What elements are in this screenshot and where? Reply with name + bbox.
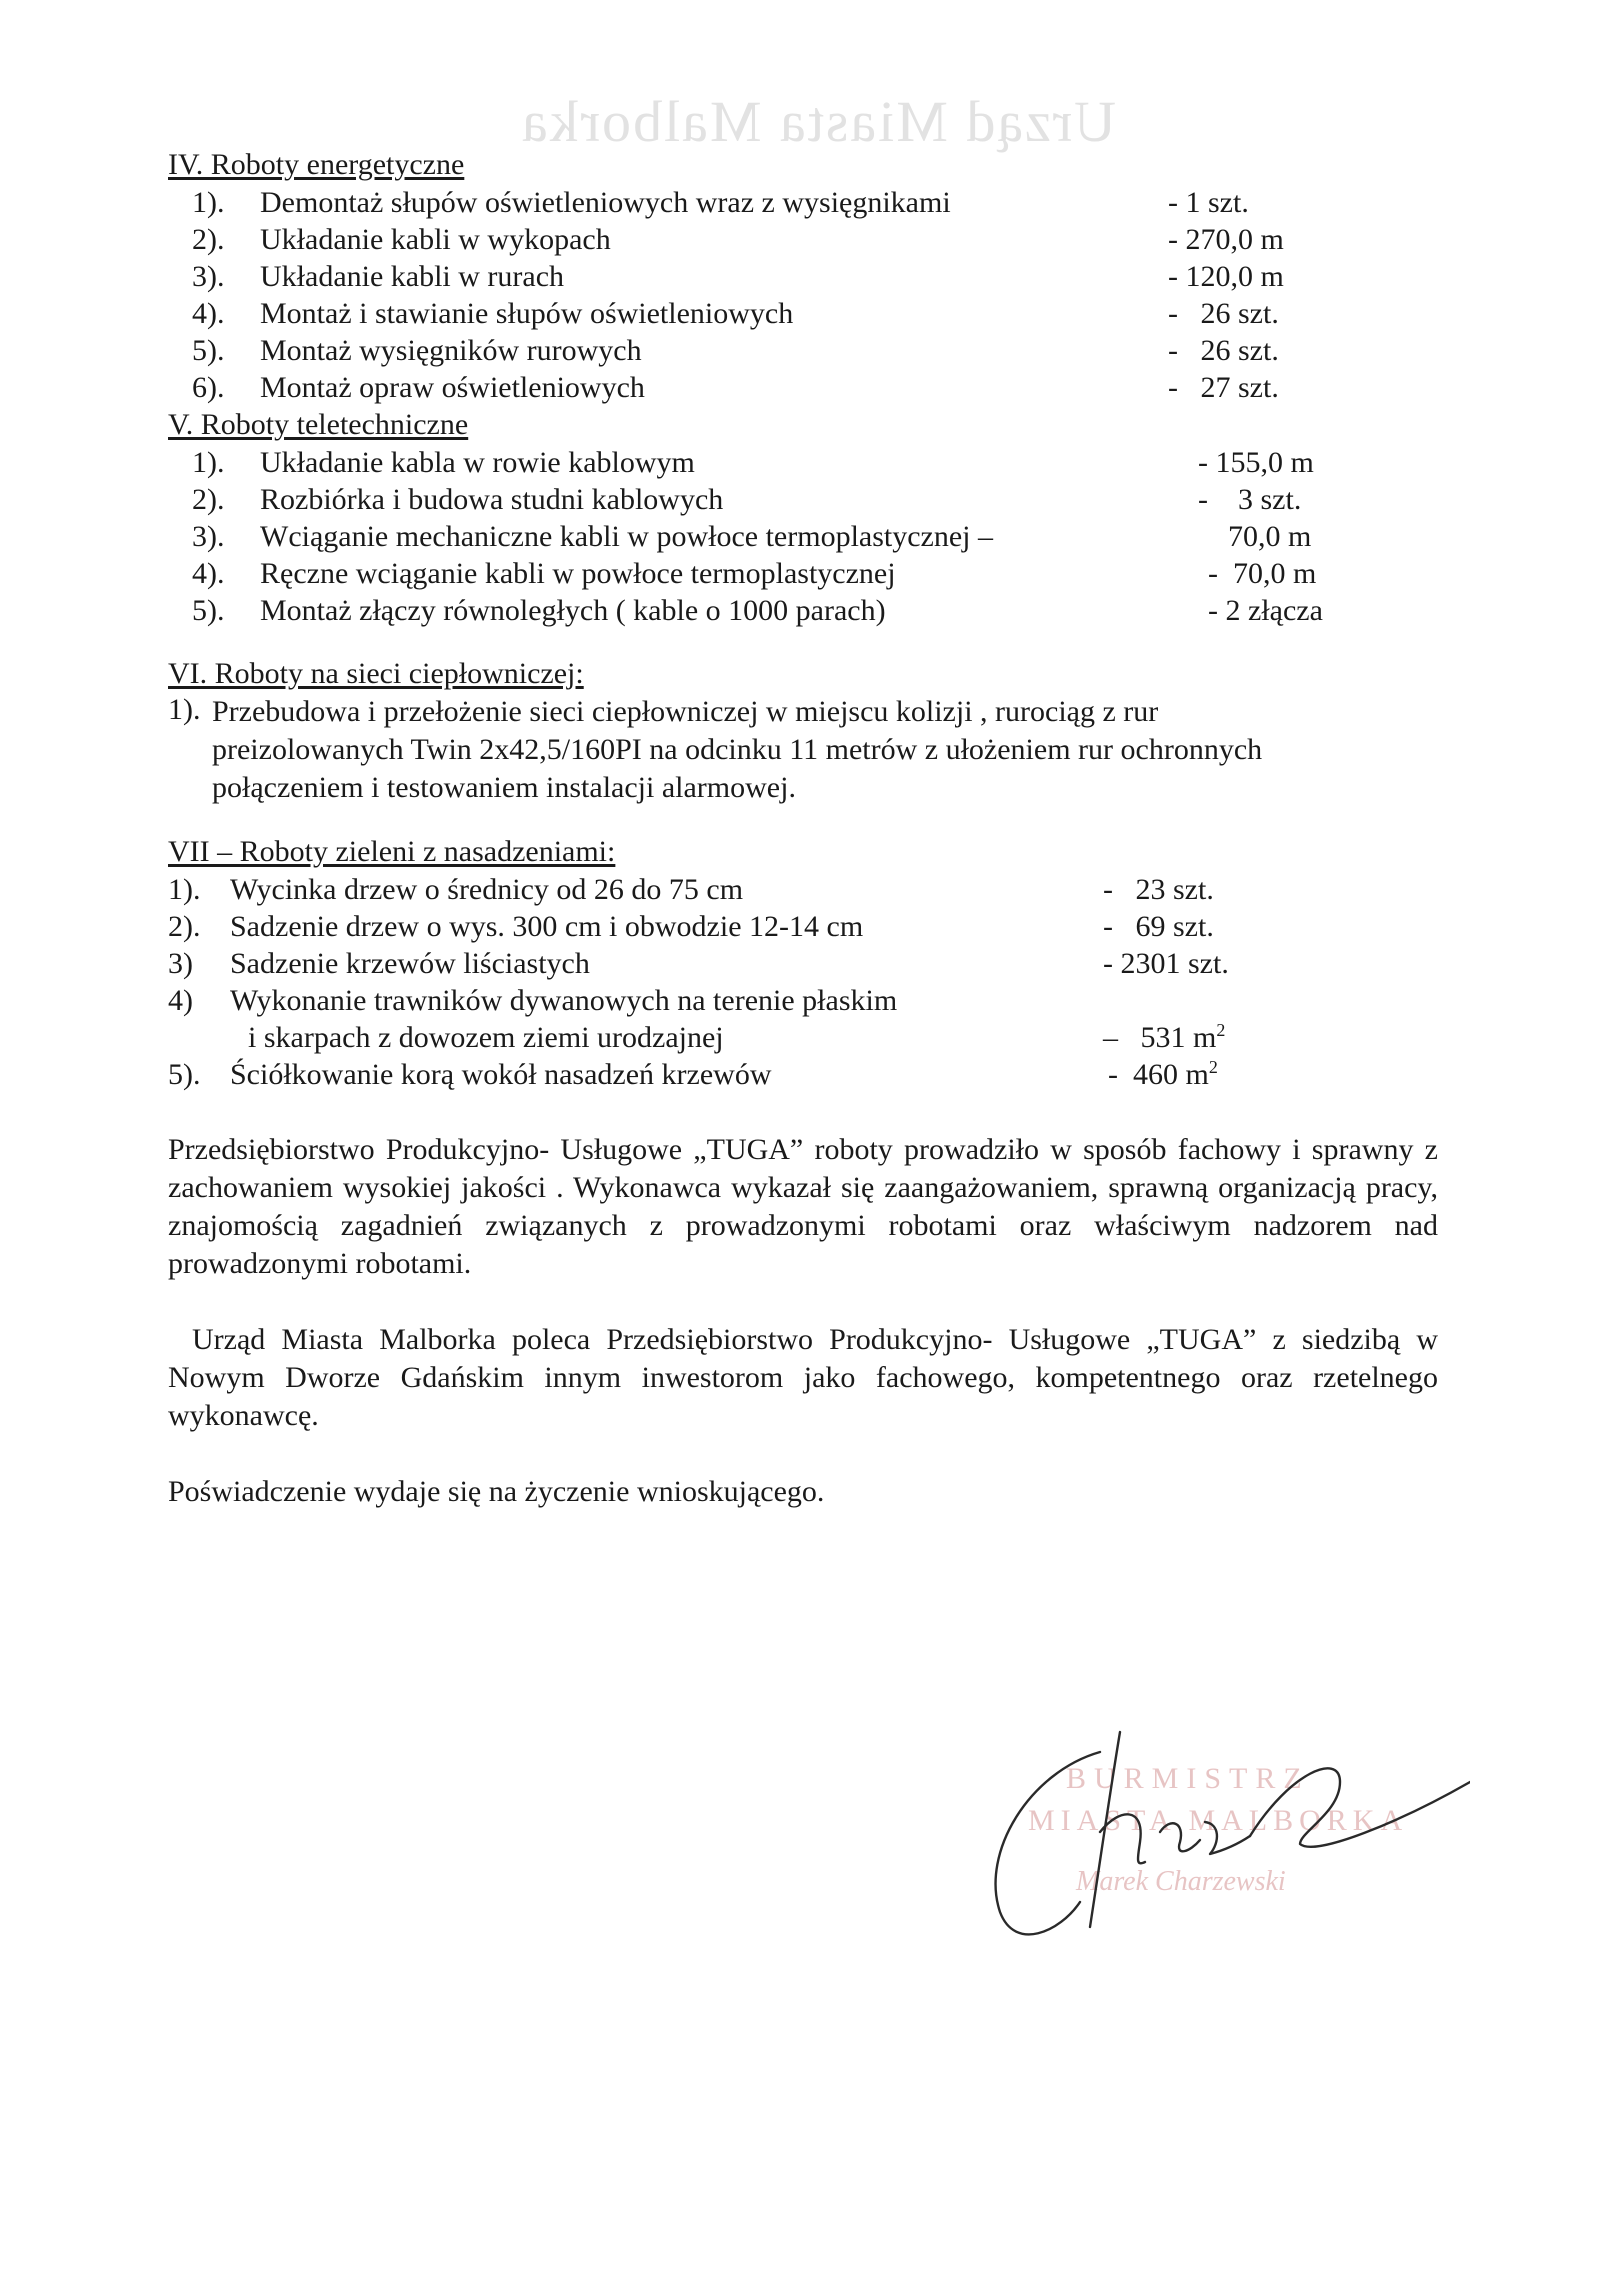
item-number: 2). [192,483,225,516]
item-quantity: - 120,0 m [1168,260,1284,293]
paragraph-evaluation: Przedsiębiorstwo Produkcyjno- Usługowe „TUGA” roboty prowadziło w sposób fachowy i sprawny z zachowaniem wysokiej jakości . Wykonawca wykazał się zaangażowaniem, sprawną organizacją pracy, znajomością zagadnień związanych z prowadzonymi robotami oraz właściwym nadzorem nad prowadzonymi robotami. [168,1133,1438,1280]
item-quantity: - 23 szt. [1103,873,1214,906]
item-number: 2). [192,223,225,256]
list-item [168,1019,1438,1056]
item-text: Wycinka drzew o średnicy od 26 do 75 cm [230,873,744,906]
stamp-line-office: MIASTA MALBORKA [1028,1804,1409,1837]
list-item [168,592,1438,629]
item-text: Ściółkowanie korą wokół nasadzeń krzewów [230,1058,772,1091]
list-item [168,945,1438,982]
item-quantity: - 26 szt. [1168,297,1279,330]
list-item [168,518,1438,555]
list-item [168,982,1438,1019]
item-text: Wciąganie mechaniczne kabli w powłoce termoplastycznej – [260,520,994,553]
item-quantity: - 70,0 m [1208,557,1317,590]
list-item [168,332,1438,369]
handwritten-signature [970,1712,1470,1962]
item-number: 3). [192,260,225,293]
item-quantity: - 27 szt. [1168,371,1279,404]
stamp-line-name: Marek Charzewski [1076,1866,1286,1897]
section-iv-list [168,184,1438,406]
item-text: Układanie kabla w rowie kablowym [260,446,695,479]
list-item [168,871,1438,908]
section-vi-title: VI. Roboty na sieci ciepłowniczej: [168,657,584,690]
item-quantity: - 2 złącza [1208,594,1323,627]
stamp-line-title: BURMISTRZ [1066,1762,1310,1795]
list-item [168,295,1438,332]
superscript: 2 [1216,1020,1226,1040]
list-item [168,369,1438,406]
item-quantity: - 69 szt. [1103,910,1214,943]
section-iv-title: IV. Roboty energetyczne [168,148,465,181]
item-number: 5). [192,594,225,627]
item-text: Montaż opraw oświetleniowych [260,371,645,404]
item-text: Sadzenie krzewów liściastych [230,947,590,980]
item-text: Montaż złączy równoległych ( kable o 1000 parach) [260,594,886,627]
item-number: 6). [192,371,225,404]
item-number: 5). [192,334,225,367]
paragraph-closing: Poświadczenie wydaje się na życzenie wnioskującego. [168,1475,825,1508]
item-text: Montaż i stawianie słupów oświetleniowych [260,297,794,330]
item-quantity: 70,0 m [1228,520,1312,553]
item-text: Układanie kabli w rurach [260,260,565,293]
section-v-title: V. Roboty teletechniczne [168,408,469,441]
list-item [168,258,1438,295]
item-number: 4) [168,984,193,1017]
item-quantity [1108,1056,1218,1093]
list-item [168,481,1438,518]
item-text: Układanie kabli w wykopach [260,223,611,256]
item-number: 1). [168,693,201,726]
item-quantity: - 26 szt. [1168,334,1279,367]
item-number: 2). [168,910,201,943]
item-number: 4). [192,297,225,330]
item-number: 3) [168,947,193,980]
document-body [168,146,1438,1511]
item-quantity: - 1 szt. [1168,186,1249,219]
list-item [168,184,1438,221]
item-number: 1). [192,446,225,479]
quantity-value: - 460 m [1108,1058,1209,1091]
list-item [168,1056,1438,1093]
item-number: 3). [192,520,225,553]
item-text: i skarpach z dowozem ziemi urodzajnej [248,1021,724,1054]
section-vii-title: VII – Roboty zieleni z nasadzeniami: [168,835,616,868]
bleed-through-text: Urząd Miasta Malborka [520,89,1117,154]
item-text: Montaż wysięgników rurowych [260,334,642,367]
item-number: 5). [168,1058,201,1091]
list-item [168,555,1438,592]
item-quantity [1103,1019,1225,1056]
list-item [168,221,1438,258]
section-vii-list [168,871,1438,1093]
item-number: 1). [192,186,225,219]
item-quantity: - 155,0 m [1198,446,1314,479]
superscript: 2 [1208,1057,1218,1077]
section-vi-item [168,693,1438,807]
item-quantity: - 270,0 m [1168,223,1284,256]
item-text: Wykonanie trawników dywanowych na terenie płaskim [230,984,898,1017]
item-number: 1). [168,873,201,906]
item-text: Przebudowa i przełożenie sieci ciepłowniczej w miejscu kolizji , rurociąg z rur preizolowanych Twin 2x42,5/160PI na odcinku 11 metrów z ułożeniem rur ochronnych połączeniem i testowaniem instalacji alarmowej. [212,695,1263,804]
item-quantity: - 2301 szt. [1103,947,1229,980]
item-number: 4). [192,557,225,590]
list-item [168,908,1438,945]
paragraph-recommendation: Urząd Miasta Malborka poleca Przedsiębiorstwo Produkcyjno- Usługowe „TUGA” z siedzibą w Nowym Dworze Gdańskim innym inwestorom jako fachowego, kompetentnego oraz rzetelnego wykonawcę. [168,1323,1438,1432]
item-text: Sadzenie drzew o wys. 300 cm i obwodzie 12-14 cm [230,910,864,943]
item-quantity: - 3 szt. [1198,483,1302,516]
item-text: Ręczne wciąganie kabli w powłoce termoplastycznej [260,557,896,590]
section-v-list [168,444,1438,629]
quantity-value: – 531 m [1103,1021,1217,1054]
item-text: Demontaż słupów oświetleniowych wraz z wysięgnikami [260,186,951,219]
list-item [168,444,1438,481]
item-text: Rozbiórka i budowa studni kablowych [260,483,724,516]
